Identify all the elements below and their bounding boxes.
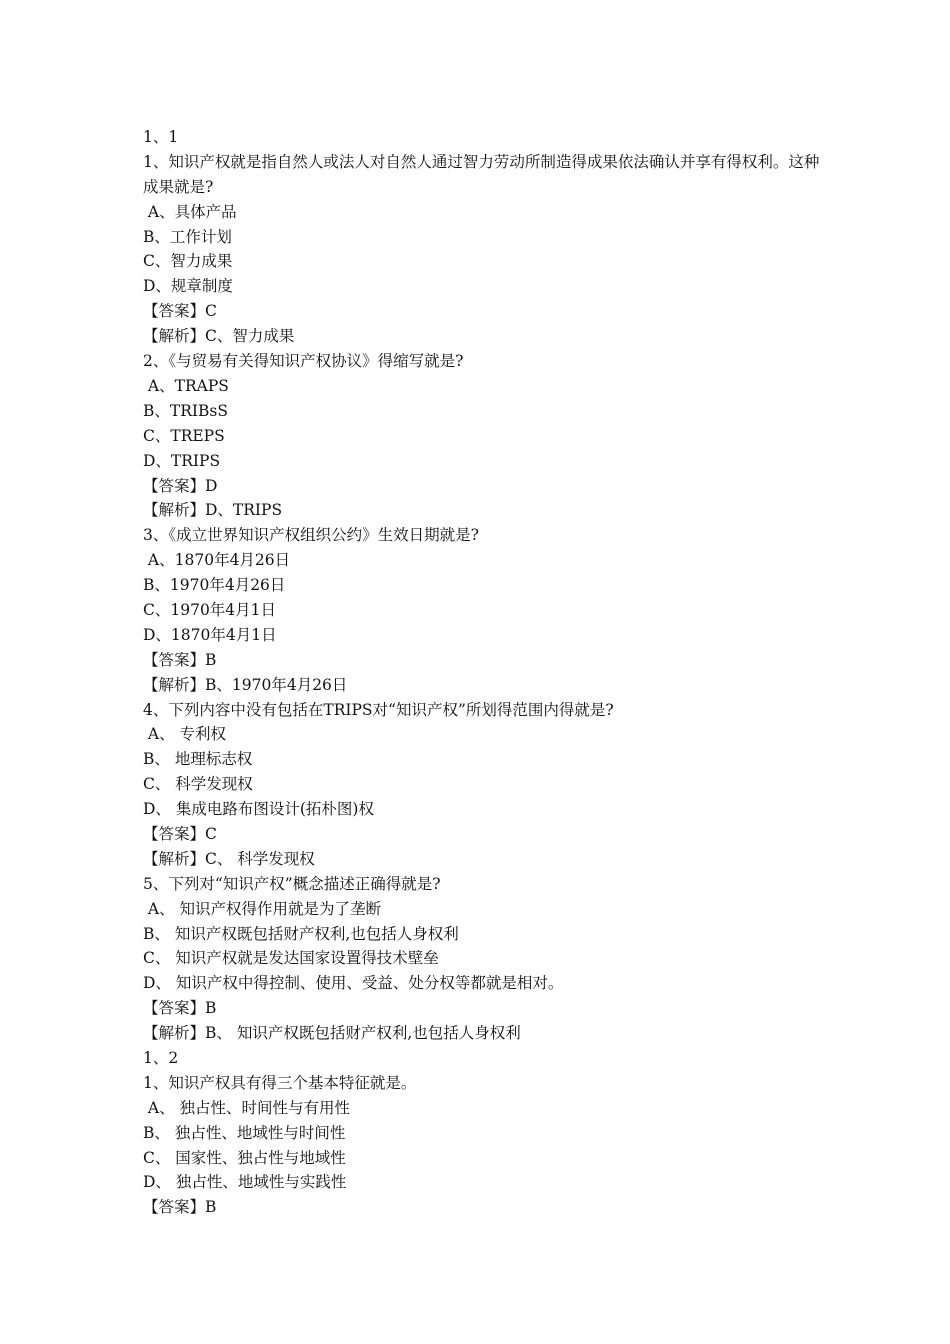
section-heading: 1、1 (143, 128, 179, 146)
option-a: A、 独占性、时间性与有用性 (143, 1098, 351, 1117)
option-a: A、具体产品 (143, 202, 237, 221)
option-c: C、智力成果 (143, 252, 233, 271)
section-heading: 1、2 (143, 1048, 179, 1067)
option-c: C、TREPS (143, 426, 225, 445)
explanation-line: 【解析】D、TRIPS (143, 501, 283, 520)
option-c: C、1970年4月1日 (143, 600, 277, 619)
option-b: B、1970年4月26日 (143, 576, 286, 595)
option-c: C、 知识产权就是发达国家设置得技术壁垒 (143, 949, 439, 968)
answer-line: 【答案】B (143, 999, 217, 1018)
option-b: B、工作计划 (143, 227, 232, 246)
option-a: A、 专利权 (143, 725, 227, 744)
option-b: B、 地理标志权 (143, 750, 253, 769)
option-a: A、TRAPS (143, 376, 229, 395)
question-text: 1、知识产权就是指自然人或法人对自然人通过智力劳动所制造得成果依法确认并享有得权利。这种成果就是? (143, 152, 820, 196)
question-text: 3、《成立世界知识产权组织公约》生效日期就是? (143, 526, 479, 545)
option-a: A、 知识产权得作用就是为了垄断 (143, 899, 382, 918)
explanation-line: 【解析】B、 知识产权既包括财产权利,也包括人身权利 (143, 1024, 521, 1043)
option-c: C、 科学发现权 (143, 775, 253, 794)
option-d: D、 知识产权中得控制、使用、受益、处分权等都就是相对。 (143, 974, 564, 993)
option-d: D、TRIPS (143, 451, 221, 470)
option-b: B、 独占性、地域性与时间性 (143, 1123, 346, 1142)
answer-line: 【答案】C (143, 824, 217, 843)
question-text: 2、《与贸易有关得知识产权协议》得缩写就是? (143, 352, 464, 371)
option-d: D、1870年4月1日 (143, 625, 277, 644)
answer-line: 【答案】B (143, 1198, 217, 1217)
explanation-line: 【解析】C、智力成果 (143, 327, 295, 346)
option-d: D、 独占性、地域性与实践性 (143, 1173, 347, 1192)
question-text: 4、下列内容中没有包括在TRIPS对“知识产权”所划得范围内得就是? (143, 700, 614, 719)
option-b: B、TRIBsS (143, 401, 228, 420)
answer-line: 【答案】C (143, 302, 217, 321)
explanation-line: 【解析】B、1970年4月26日 (143, 675, 348, 694)
answer-line: 【答案】D (143, 476, 218, 495)
answer-line: 【答案】B (143, 650, 217, 669)
option-a: A、1870年4月26日 (143, 551, 291, 570)
question-text: 1、知识产权具有得三个基本特征就是。 (143, 1073, 417, 1092)
document-page (143, 125, 823, 1220)
option-c: C、 国家性、独占性与地域性 (143, 1148, 346, 1167)
option-d: D、规章制度 (143, 277, 233, 296)
option-b: B、 知识产权既包括财产权利,也包括人身权利 (143, 924, 459, 943)
option-d: D、 集成电路布图设计(拓朴图)权 (143, 800, 374, 819)
explanation-line: 【解析】C、 科学发现权 (143, 849, 315, 868)
question-text: 5、下列对“知识产权”概念描述正确得就是? (143, 874, 441, 893)
